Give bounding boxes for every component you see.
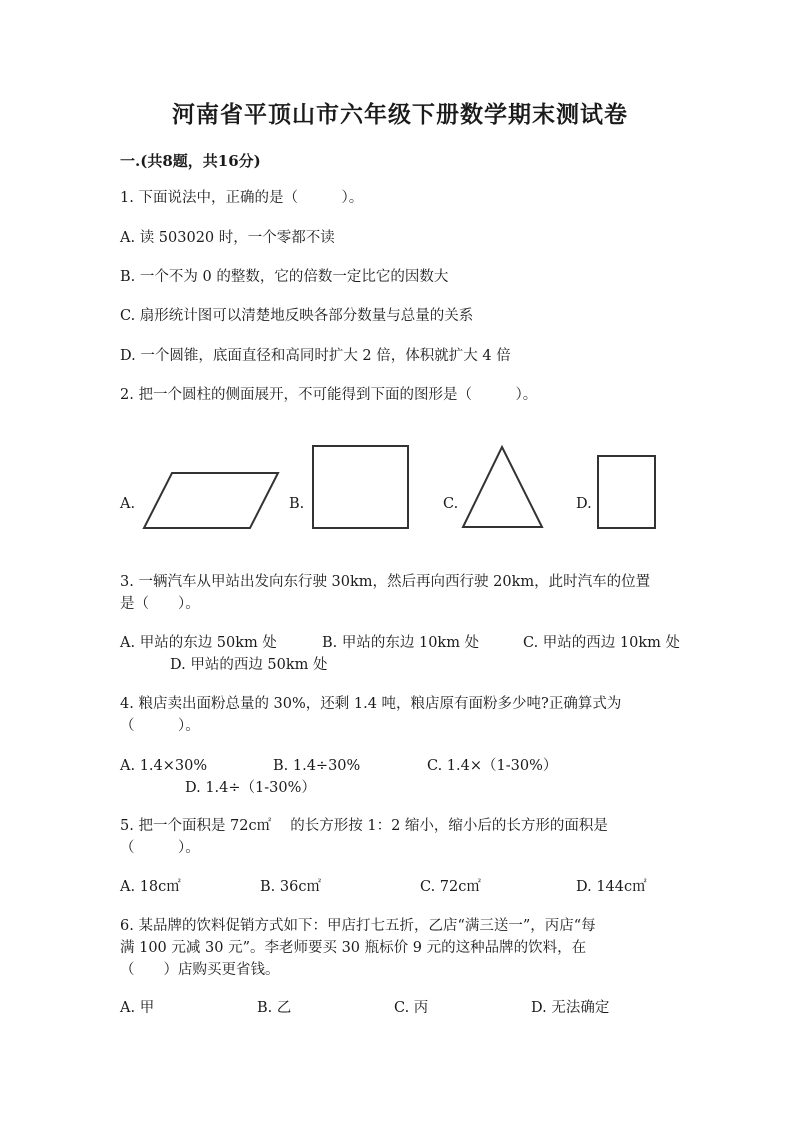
question-4-option-a: A. 1.4×30% xyxy=(120,758,208,774)
question-2-option-b: B. xyxy=(289,496,305,512)
question-3-option-d: D. 甲站的西边 50km 处 xyxy=(170,657,328,673)
wide-rectangle-figure xyxy=(310,443,412,531)
question-4-stem-line-1: 4. 粮店卖出面粉总量的 30%，还剩 1.4 吨，粮店原有面粉多少吨?正确算式为 xyxy=(120,696,622,712)
question-3-stem-line-2: 是（ ）。 xyxy=(120,596,200,612)
question-6-stem-line-2: 满 100 元减 30 元”。李老师要买 30 瓶标价 9 元的这种品牌的饮料，在 xyxy=(120,940,587,956)
question-2-option-c: C. xyxy=(443,496,459,512)
question-6-stem-line-1: 6. 某品牌的饮料促销方式如下：甲店打七五折，乙店“满三送一”，丙店“每 xyxy=(120,918,596,934)
question-6-option-b: B. 乙 xyxy=(257,1000,292,1016)
question-4-stem-line-2: （ ）。 xyxy=(120,718,200,734)
question-1-option-c: C. 扇形统计图可以清楚地反映各部分数量与总量的关系 xyxy=(120,308,474,324)
question-3-option-c: C. 甲站的西边 10km 处 xyxy=(523,635,681,651)
question-1-stem: 1. 下面说法中，正确的是（ ）。 xyxy=(120,190,364,206)
question-6-option-c: C. 丙 xyxy=(394,1000,429,1016)
question-3-option-a: A. 甲站的东边 50km 处 xyxy=(120,635,277,651)
question-3-stem-line-1: 3. 一辆汽车从甲站出发向东行驶 30km，然后再向西行驶 20km，此时汽车的位置 xyxy=(120,574,651,590)
question-2-option-a: A. xyxy=(120,496,136,512)
question-5-option-b: B. 36c㎡ xyxy=(260,879,321,895)
question-4-option-b: B. 1.4÷30% xyxy=(273,758,361,774)
question-5-option-a: A. 18c㎡ xyxy=(120,879,181,895)
question-5-option-d: D. 144c㎡ xyxy=(576,879,647,895)
question-5-stem-line-1: 5. 把一个面积是 72c㎡ 的长方形按 1：2 缩小，缩小后的长方形的面积是 xyxy=(120,818,608,834)
question-5-option-c: C. 72c㎡ xyxy=(420,879,481,895)
question-6-stem-line-3: （ ）店购买更省钱。 xyxy=(120,962,280,978)
tall-rectangle-figure xyxy=(595,453,659,531)
question-3-option-b: B. 甲站的东边 10km 处 xyxy=(322,635,480,651)
triangle-figure xyxy=(460,443,546,531)
question-4-option-d: D. 1.4÷（1-30%） xyxy=(185,780,316,796)
question-2-stem: 2. 把一个圆柱的侧面展开，不可能得到下面的图形是（ ）。 xyxy=(120,387,538,403)
question-2-option-d: D. xyxy=(576,496,592,512)
section-heading: 一.(共8题，共16分) xyxy=(120,152,261,170)
question-1-option-d: D. 一个圆锥，底面直径和高同时扩大 2 倍，体积就扩大 4 倍 xyxy=(120,348,511,364)
parallelogram-figure xyxy=(140,470,280,532)
question-1-option-b: B. 一个不为 0 的整数，它的倍数一定比它的因数大 xyxy=(120,269,449,285)
question-6-option-d: D. 无法确定 xyxy=(531,1000,610,1016)
page-title: 河南省平顶山市六年级下册数学期末测试卷 xyxy=(172,101,628,128)
question-6-option-a: A. 甲 xyxy=(120,1000,155,1016)
question-1-option-a: A. 读 503020 时，一个零都不读 xyxy=(120,230,335,246)
question-4-option-c: C. 1.4×（1-30%） xyxy=(427,758,558,774)
question-5-stem-line-2: （ ）。 xyxy=(120,840,200,856)
